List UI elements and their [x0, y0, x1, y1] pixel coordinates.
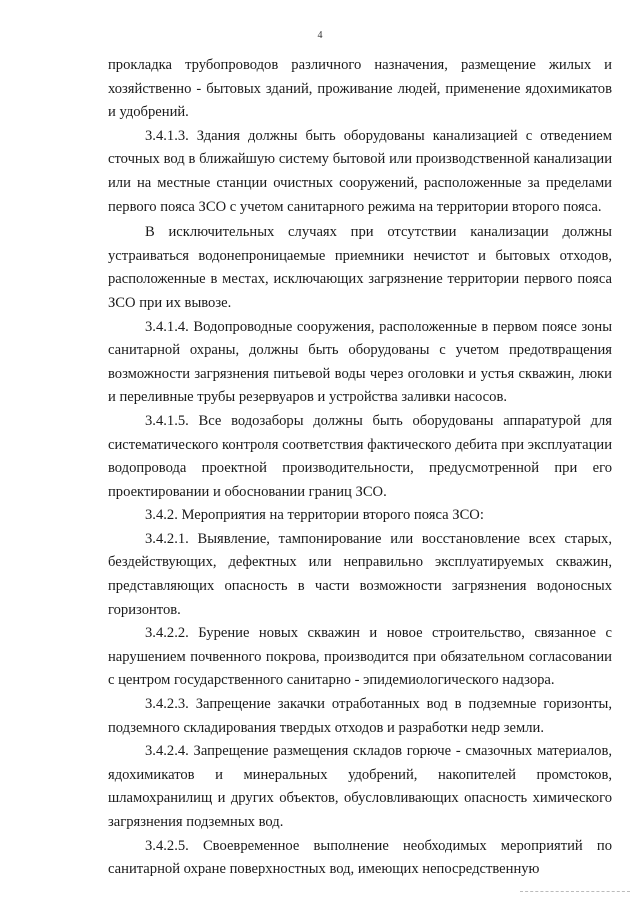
paragraph-3-4-2-3: 3.4.2.3. Запрещение закачки отработанных вод в подземные горизонты, подземного складирования твердых отходов и разработки недр земли.	[108, 696, 612, 736]
paragraph-3-4-1-3: 3.4.1.3. Здания должны быть оборудованы канализацией с отведением сточных вод в ближайшую систему бытовой или производственной канализации или на местные станции очистных сооружений, расположенные за пределами первого пояса ЗСО с учетом санитарного режима на территории второго пояса.	[108, 127, 612, 215]
paragraph-3-4-2-5: 3.4.2.5. Своевременное выполнение необходимых мероприятий по санитарной охране поверхностных вод, имеющих непосредственную	[108, 837, 612, 878]
paragraph-3-4-2-1: 3.4.2.1. Выявление, тампонирование или восстановление всех старых, бездействующих, дефектных или неправильно эксплуатируемых скважин, представляющих опасность в части возможности загрязнения водоносных горизонтов.	[108, 530, 612, 618]
paragraph-continuation: прокладка трубопроводов различного назначения, размещение жилых и хозяйственно - бытовых зданий, проживание людей, применение ядохимикатов и удобрений.	[108, 57, 612, 121]
heading-3-4-2: 3.4.2. Мероприятия на территории второго пояса ЗСО:	[145, 507, 484, 524]
scan-edge-artifact	[520, 891, 630, 893]
paragraph-exceptional-cases: В исключительных случаях при отсутствии канализации должны устраиваться водонепроницаемые приемники нечистот и бытовых отходов, расположенные в местах, исключающих загрязнение территории первого пояса ЗСО при их вывозе.	[108, 224, 612, 311]
paragraph-3-4-2-4: 3.4.2.4. Запрещение размещения складов горюче - смазочных материалов, ядохимикатов и минеральных удобрений, накопителей промстоков, шламохранилищ и других объектов, обусловливающих опасность химического загрязнения подземных вод.	[108, 743, 612, 830]
paragraph-3-4-1-5: 3.4.1.5. Все водозаборы должны быть оборудованы аппаратурой для систематического контроля соответствия фактического дебита при эксплуатации водопровода проектной производительности, предусмотренной при его проектировании и обосновании границ ЗСО.	[108, 412, 612, 500]
paragraph-3-4-1-4: 3.4.1.4. Водопроводные сооружения, расположенные в первом поясе зоны санитарной охраны, должны быть оборудованы с учетом предотвращения возможности загрязнения питьевой воды через оголовки и устья скважин, люки и переливные трубы резервуаров и устройства заливки насосов.	[108, 318, 612, 406]
page-number: 4	[317, 30, 323, 41]
document-body	[108, 54, 612, 882]
paragraph-3-4-2-2: 3.4.2.2. Бурение новых скважин и новое строительство, связанное с нарушением почвенного покрова, производится при обязательном согласовании с центром государственного санитарно - эпидемиологического надзора.	[108, 625, 612, 689]
